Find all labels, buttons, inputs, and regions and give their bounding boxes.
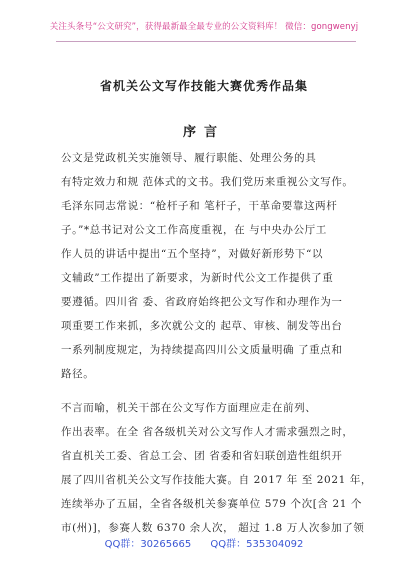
body-line: 路径。 [61,368,95,380]
section-heading: 序言 [182,125,225,140]
body-line: 有特定效力和规 范体式的文书。我们党历来重视公文写作。 [61,176,354,188]
body-line: 省直机关工委、省总工会、团 省委和省妇联创造性组织开 [61,450,343,462]
body-line: 文辅政”工作提出了新要求，为新时代公文工作提供了重 [61,272,334,284]
body-line: 毛泽东同志常说：“枪杆子和 笔杆子，干革命要靠这两杆 [61,200,338,212]
body-line: 作出表率。在全 省各级机关对公文写作人才需求强烈之时， [61,426,354,438]
footer [0,535,408,550]
body-line: 连续举办了五届，全省各级机关参赛单位 579 个次[含 21 个 [61,498,363,510]
footer-qq-group-2: QQ群：535304092 [210,539,304,550]
body-line: 作人员的讲话中提出“五个坚持”，对做好新形势下“以 [61,248,324,260]
body-line: 公文是党政机关实施领导、履行职能、处理公务的具 [61,152,317,164]
footer-qq-group-1: QQ群：30265665 [104,539,192,550]
body-line: 一系列制度规定，为持续提高四川公文质量明确 了重点和 [61,344,343,356]
body-line: 项重要工作来抓，多次就公文的 起草、审核、制发等出台 [61,320,343,332]
header-divider [56,41,356,42]
body-line: 展了四川省机关公文写作技能大赛。自 2017 年 至 2021 年， [61,474,373,486]
body-line: 市(州)]，参赛人数 6370 余人次， 超过 1.8 万人次参加了领 [61,522,365,534]
header-banner: 关注头条号“公文研究”，获得最新最全最专业的公文资料库！ 微信：gongwenyj [49,22,359,32]
body-line: 要遵循。四川省 委、省政府始终把公文写作和办理作为一 [61,296,343,308]
body-line: 子。”*总书记对公文工作高度重视，在 与中央办公厅工 [61,224,327,236]
body-line: 不言而喻，机关干部在公文写作方面理应走在前列、 [61,402,317,414]
document-title: 省机关公文写作技能大赛优秀作品集 [99,79,308,93]
